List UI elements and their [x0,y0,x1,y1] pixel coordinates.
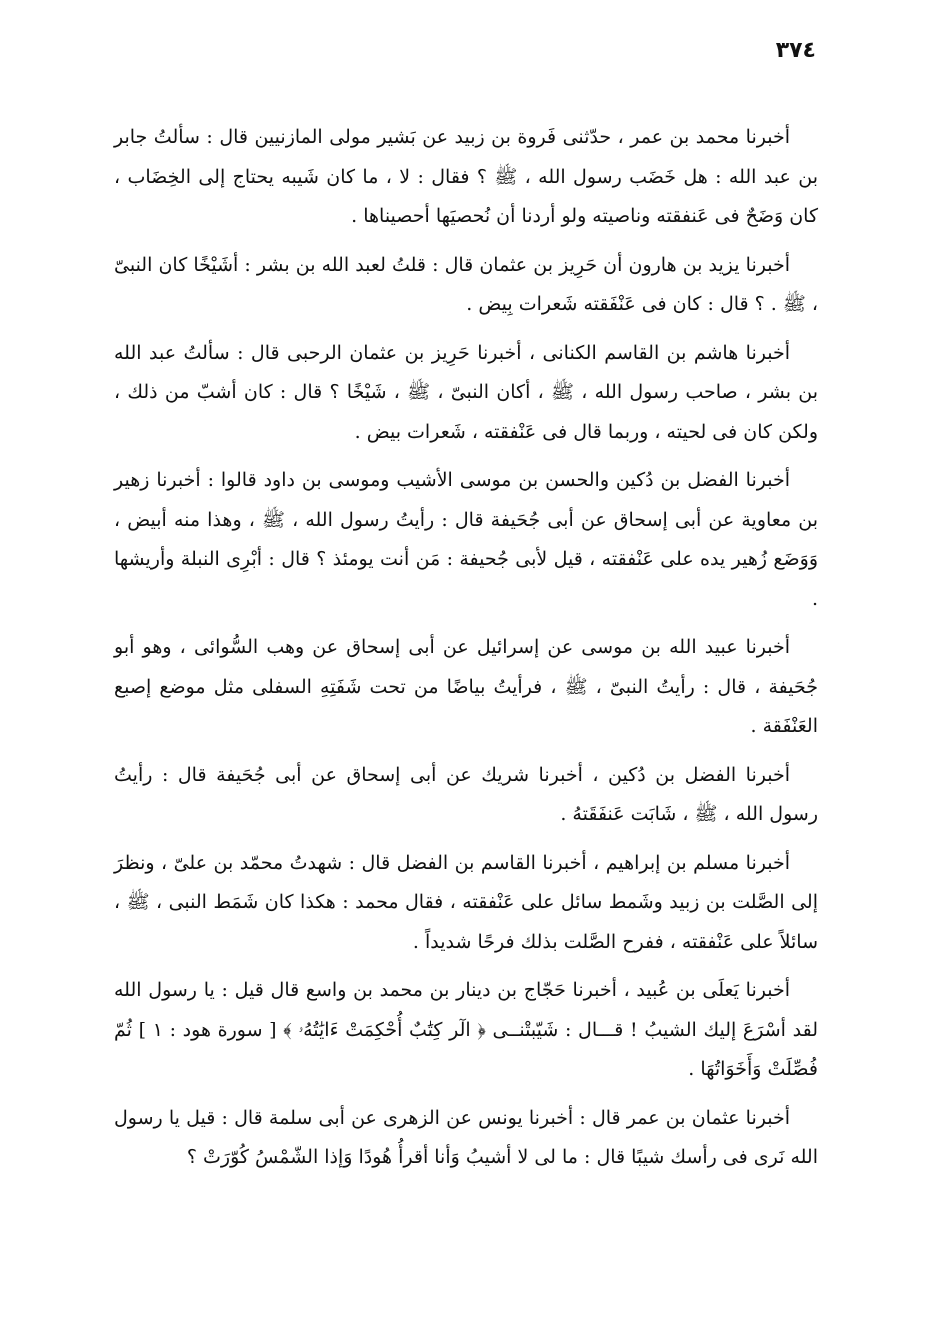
paragraph-7: أخبرنا مسلم بن إبراهيم ، أخبرنا القاسم بن الفضل قال : شهدتُ محمّد بن علىّ ، ونظرَ إلى الصَّلت بن زبيد وشَمط سائل على عَنْفقته ، فقال محمد : هكذا كان شَمَط النبى ، ﷺ ، سائلاً على عَنْفقته ، ففرح الصَّلت بذلك فرحًا شديداً . [114,851,818,953]
paragraph-5: أخبرنا عبيد الله بن موسى عن إسرائيل عن أبى إسحاق عن وهب السُّوائى ، وهو أبو جُحَيفة ، قال : رأيتُ النبىّ ، ﷺ ، فرأيتُ بياضًا من تحت شَفَتِهِ السفلى مثل موضع إصبع العَنْفَقة . [114,636,818,737]
page-number: ٣٧٤ [775,38,816,63]
paragraph-4: أخبرنا الفضل بن دُكين والحسن بن موسى الأشيب وموسى بن داود قالوا : أخبرنا زهير بن معاوية عن أبى إسحاق عن أبى جُحَيفة قال : رأيتُ رسول الله ، ﷺ ، وهذا منه أبيض ، وَوَضَع زُهير يده على عَنْفقته ، قيل لأبى جُحيفة : مَن أنت يومئذ ؟ قال : أبْرِى النبلة وأريشها . [114,469,818,610]
paragraph-2: أخبرنا يزيد بن هارون أن حَرِيز بن عثمان قال : قلتُ لعبد الله بن بشر : أشَيْخًا كان النبىّ ، ﷺ . ؟ قال : كان فى عَنْفَقته شَعرات بِيض . [114,253,818,315]
paragraph-3: أخبرنا هاشم بن القاسم الكنانى ، أخبرنا حَرِيز بن عثمان الرحبى قال : سألتُ عبد الله بن بشر ، صاحب رسول الله ، ﷺ ، أكان النبىّ ، ﷺ ، شَيْخًا ؟ قال : كان أشبّ من ذلك ، ولكن كان فى لحيته ، وربما قال فى عَنْفقته ، شَعرات بيض . [114,341,818,443]
paragraph-9: أخبرنا عثمان بن عمر قال : أخبرنا يونس عن الزهرى عن أبى سلمة قال : قيل يا رسول الله نَرى فى رأسك شيبًا قال : ما لى لا أشيبُ وَأنا أقرأُ هُودًا وَإذا الشّمْسُ كُوّرَتْ ؟ [114,1106,818,1168]
paragraph-1: أخبرنا محمد بن عمر ، حدّثنى فَروة بن زبيد عن بَشير مولى المازنيين قال : سألتُ جابر بن عبد الله : هل خَضَب رسول الله ، ﷺ ؟ فقال : لا ، ما كان شَيبه يحتاج إلى الخِضَاب ، كان وَضَحٌ فى عَنفقته وناصيته ولو أردنا أن نُحصيَها أحصيناها . [114,126,818,227]
paragraph-6: أخبرنا الفضل بن دُكين ، أخبرنا شريك عن أبى إسحاق عن أبى جُحَيفة قال : رأيتُ رسول الله ، ﷺ ، شَابَت عَنفَقَتهُ . [114,763,818,825]
paragraph-8: أخبرنا يَعلَى بن عُبيد ، أخبرنا حَجّاج بن دينار بن محمد بن واسع قال قيل : يا رسول الله لقد أسْرَعَ إليك الشيبُ ! قـــال : شَيّبتْنــى ﴿ الٓر كِتَٰبٌ أُحْكِمَتْ ءَايَٰتُهُۥ ﴾ [ سورة هود : ١ ] ثُمّ فُصِّلَتْ وَأَخَوَاتُهَا . [114,979,818,1080]
page-body [114,118,818,1187]
